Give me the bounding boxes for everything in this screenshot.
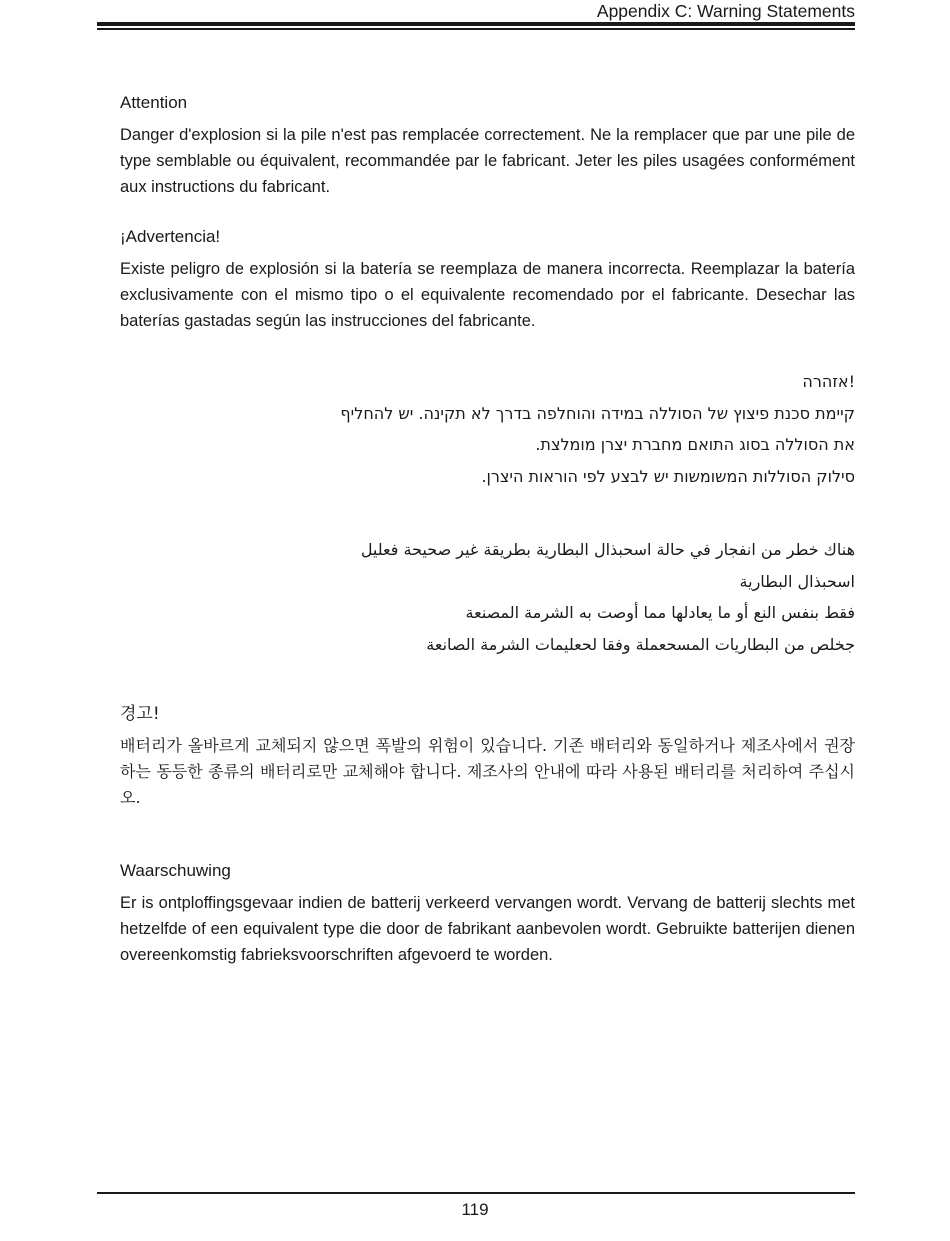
dutch-warning: [120, 861, 855, 968]
footer-rule: [97, 1192, 855, 1194]
spanish-heading: ¡Advertencia!: [120, 227, 221, 246]
french-body: Danger d'explosion si la pile n'est pas remplacée correctement. Ne la remplacer que par une pile de type semblable ou équivalent, recommandée par le fabricant. Jeter les piles usagées conformément aux instructions du fabricant.: [120, 126, 855, 196]
french-warning: [120, 93, 855, 200]
korean-body: 배터리가 올바르게 교체되지 않으면 폭발의 위험이 있습니다. 기존 배터리와 동일하거나 제조사에서 권장하는 동등한 종류의 배터리로만 교체해야 합니다. 제조사의 안내에 따라 사용된 배터리를 처리하여 주십시오.: [120, 736, 855, 807]
arabic-warning: [120, 534, 855, 660]
arabic-line-4: جخلص من البطاريات المسحعملة وفقا لحعليمات الشرمة الصانعة: [426, 634, 855, 654]
header-rule-thick: [97, 22, 855, 26]
arabic-line-2: اسحبذال البطارية: [739, 571, 855, 591]
korean-warning: [120, 704, 855, 811]
hebrew-line-2: את הסוללה בסוג התואם מחברת יצרן מומלצת.: [535, 435, 855, 454]
korean-heading: 경고!: [120, 704, 160, 724]
hebrew-warning: [120, 366, 855, 492]
hebrew-line-3: סילוק הסוללות המשומשות יש לבצע לפי הוראות היצרן.: [481, 466, 855, 486]
page-number: 119: [461, 1200, 489, 1219]
spanish-body: Existe peligro de explosión si la batería se reemplaza de manera incorrecta. Reemplazar la batería exclusivamente con el mismo tipo o el equivalente recomendado por el fabricante. Desechar las baterías gastadas según las instrucciones del fabricante.: [120, 260, 855, 330]
arabic-line-1: هناك خطر من انفجار في حالة اسحبذال البطارية بطريقة غير صحيحة فعليل: [360, 540, 855, 559]
header-rule-thin: [97, 28, 855, 30]
hebrew-heading: !אזהרה: [802, 372, 855, 391]
spanish-warning: [120, 227, 855, 334]
arabic-line-3: فقط بنفس النع أو ما يعادلها مما أوصت به الشرمة المصنعة: [465, 603, 855, 622]
header-title: Appendix C: Warning Statements: [596, 1, 855, 21]
dutch-body: Er is ontploffingsgevaar indien de batterij verkeerd vervangen wordt. Vervang de batterij slechts met hetzelfde of een equivalent type die door de fabrikant aanbevolen wordt. Gebruikte batterijen dienen overeenkomstig fabrieksvoorschriften afgevoerd te worden.: [120, 894, 855, 964]
french-heading: Attention: [120, 93, 188, 112]
hebrew-line-1: קיימת סכנת פיצוץ של הסוללה במידה והוחלפה בדרך לא תקינה. יש להחליף: [340, 403, 855, 423]
dutch-heading: Waarschuwing: [120, 861, 231, 880]
